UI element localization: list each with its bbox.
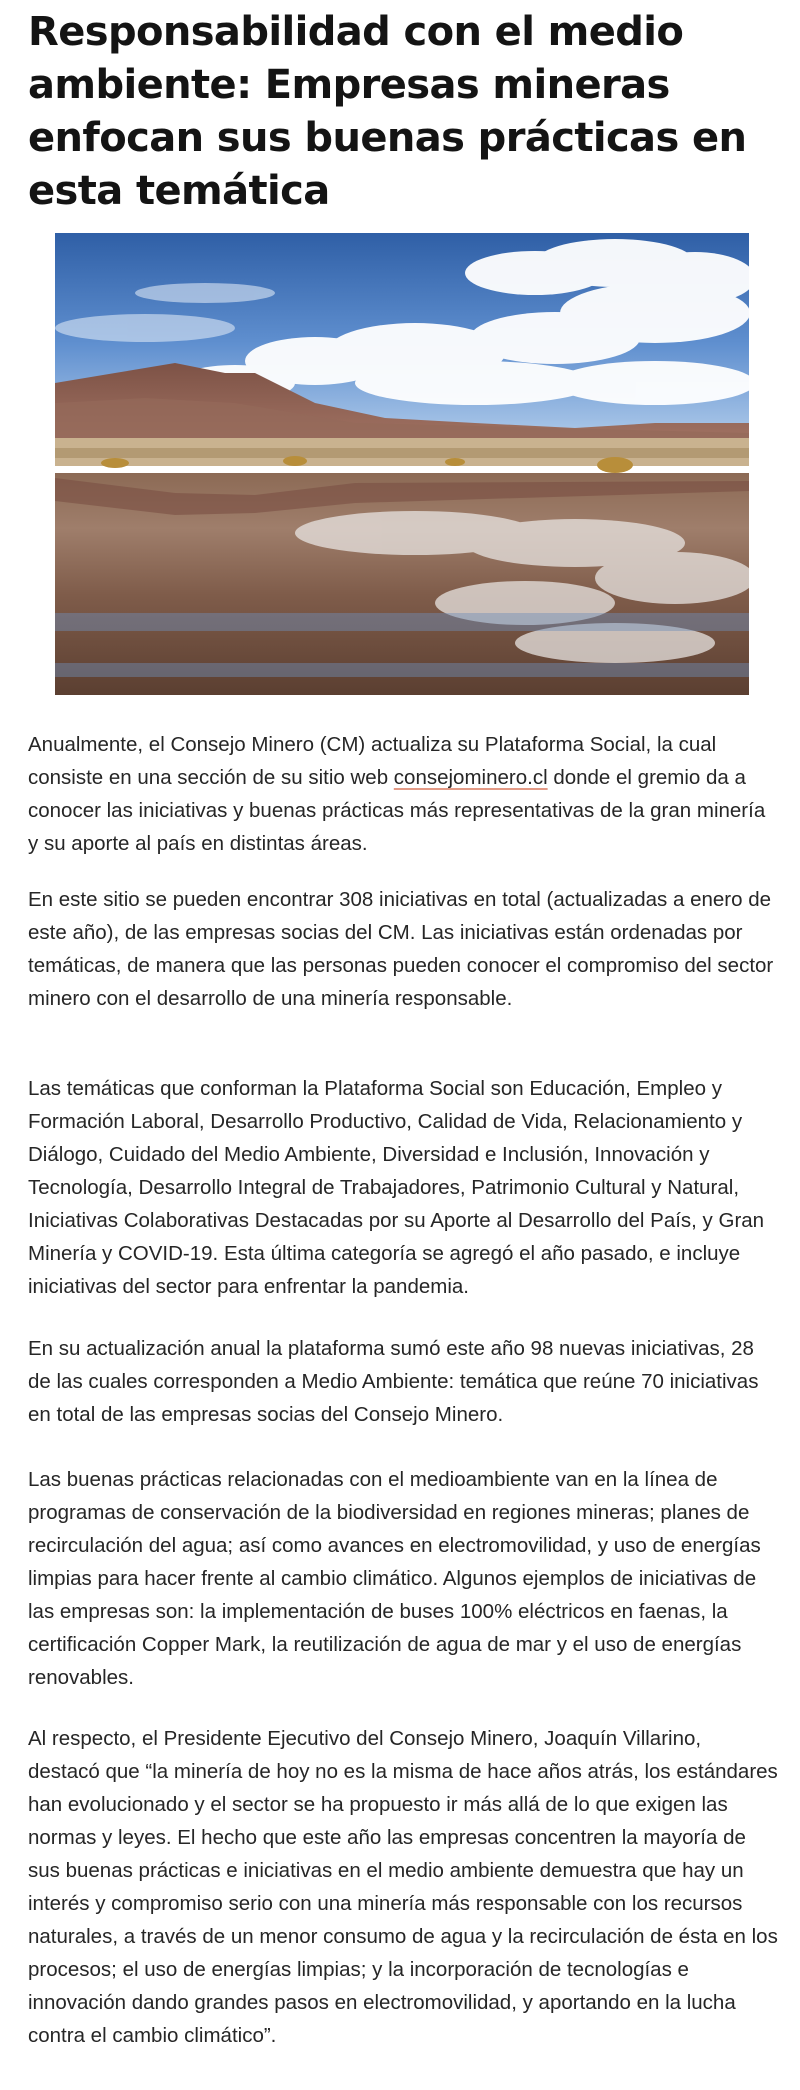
consejominero-link[interactable]: consejominero.cl — [393, 766, 548, 789]
paragraph-2-text: En este sitio se pueden encontrar 308 iniciativas en total (actualizadas a enero de este año), de las empresas socias del CM. Las iniciativas están ordenadas por temáticas, de manera que las personas pueden conocer el compromiso del sector minero con el desarrollo de una minería responsable. — [28, 888, 774, 1010]
paragraph-6 — [28, 1722, 778, 2052]
hero-image-lagoon-mountains — [55, 233, 749, 695]
paragraph-4-text: En su actualización anual la plataforma sumó este año 98 nuevas iniciativas, 28 de las cuales corresponden a Medio Ambiente: temática que reúne 70 iniciativas en total de las empresas socias del Consejo Minero. — [28, 1337, 759, 1426]
paragraph-6-text: Al respecto, el Presidente Ejecutivo del Consejo Minero, Joaquín Villarino, destacó que “la minería de hoy no es la misma de hace años atrás, los estándares han evolucionado y el sector se ha propuesto ir más allá de lo que exigen las normas y leyes. El hecho que este año las empresas concentren la mayoría de sus buenas prácticas e iniciativas en el medio ambiente demuestra que hay un interés y compromiso serio con una minería más responsable con los recursos naturales, a través de un menor consumo de agua y la recirculación de ésta en los procesos; el uso de energías limpias; y la incorporación de tecnologías e innovación dando grandes pasos en electromovilidad, y aportando en la lucha contra el cambio climático”. — [28, 1727, 778, 2047]
paragraph-3-text: Las temáticas que conforman la Plataforma Social son Educación, Empleo y Formación Laboral, Desarrollo Productivo, Calidad de Vida, Relacionamiento y Diálogo, Cuidado del Medio Ambiente, Diversidad e Inclusión, Innovación y Tecnología, Desarrollo Integral de Trabajadores, Patrimonio Cultural y Natural, Iniciativas Colaborativas Destacadas por su Aporte al Desarrollo del País, y Gran Minería y COVID-19. Esta última categoría se agregó el año pasado, e incluye iniciativas del sector para enfrentar la pandemia. — [28, 1077, 765, 1298]
article-title: Responsabilidad con el medio ambiente: Empresas mineras enfocan sus buenas prácticas en esta temática — [28, 9, 747, 214]
paragraph-4 — [28, 1332, 778, 1431]
paragraph-3 — [28, 1072, 778, 1303]
paragraph-5-text: Las buenas prácticas relacionadas con el medioambiente van en la línea de programas de conservación de la biodiversidad en regiones mineras; planes de recirculación del agua; así como avances en electromovilidad, y uso de energías limpias para hacer frente al cambio climático. Algunos ejemplos de iniciativas de las empresas son: la implementación de buses 100% eléctricos en faenas, la certificación Copper Mark, la reutilización de agua de mar y el uso de energías renovables. — [28, 1468, 761, 1689]
paragraph-1-text-end: donde el gremio da a conocer las iniciativas y buenas prácticas más representativas de la gran minería y su aporte al país en distintas áreas. — [28, 766, 766, 855]
paragraph-2 — [28, 883, 778, 1015]
paragraph-1 — [28, 728, 778, 860]
paragraph-1-text-start: Anualmente, el Consejo Minero (CM) actualiza su Plataforma Social, la cual consiste en una sección de su sitio web — [28, 733, 717, 789]
paragraph-5 — [28, 1463, 778, 1694]
